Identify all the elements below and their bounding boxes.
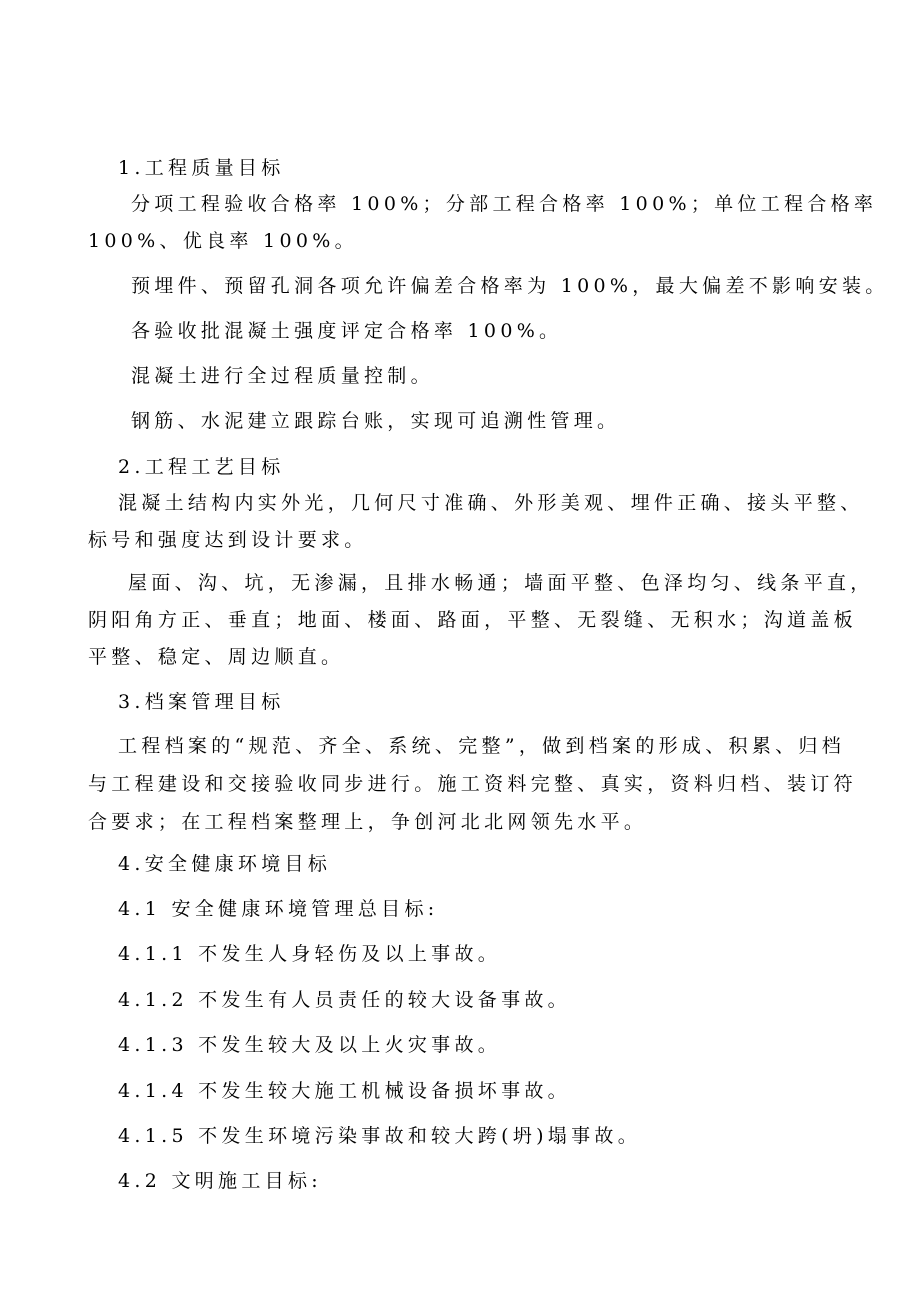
paragraph-line: 钢筋、水泥建立跟踪台账，实现可追溯性管理。 <box>131 410 621 432</box>
section-heading-safety: 4.安全健康环境目标 <box>118 853 332 875</box>
list-item: 4.1.3 不发生较大及以上火灾事故。 <box>118 1034 502 1056</box>
paragraph-line: 分项工程验收合格率 100%；分部工程合格率 100%；单位工程合格率 <box>131 193 878 215</box>
section-heading-quality: 1.工程质量目标 <box>118 157 285 179</box>
paragraph-line: 各验收批混凝土强度评定合格率 100%。 <box>131 320 563 342</box>
paragraph-line: 阴阳角方正、垂直；地面、楼面、路面，平整、无裂缝、无积水；沟道盖板 <box>88 609 857 631</box>
paragraph-line: 预埋件、预留孔洞各项允许偏差合格率为 100%，最大偏差不影响安装。 <box>131 275 889 297</box>
subsection-heading: 4.1 安全健康环境管理总目标: <box>118 898 439 920</box>
paragraph-line: 混凝土进行全过程质量控制。 <box>131 365 434 387</box>
paragraph-line: 混凝土结构内实外光，几何尺寸准确、外形美观、埋件正确、接头平整、 <box>118 492 864 514</box>
paragraph-line: 平整、稳定、周边顺直。 <box>88 646 345 668</box>
subsection-heading: 4.2 文明施工目标: <box>118 1170 322 1192</box>
section-heading-archive: 3.档案管理目标 <box>118 691 285 713</box>
list-item: 4.1.1 不发生人身轻伤及以上事故。 <box>118 943 502 965</box>
paragraph-line: 100%、优良率 100%。 <box>88 230 358 252</box>
list-item: 4.1.5 不发生环境污染事故和较大跨(坍)塌事故。 <box>118 1125 642 1147</box>
paragraph-line: 屋面、沟、坑，无渗漏，且排水畅通；墙面平整、色泽均匀、线条平直， <box>128 572 874 594</box>
paragraph-line: 与工程建设和交接验收同步进行。施工资料完整、真实，资料归档、装订符 <box>88 773 857 795</box>
section-heading-craft: 2.工程工艺目标 <box>118 456 285 478</box>
paragraph-line: 工程档案的“规范、齐全、系统、完整”，做到档案的形成、积累、归档 <box>118 735 846 757</box>
paragraph-line: 标号和强度达到设计要求。 <box>88 529 368 551</box>
paragraph-line: 合要求；在工程档案整理上，争创河北北网领先水平。 <box>88 811 648 833</box>
list-item: 4.1.4 不发生较大施工机械设备损坏事故。 <box>118 1080 571 1102</box>
list-item: 4.1.2 不发生有人员责任的较大设备事故。 <box>118 989 571 1011</box>
